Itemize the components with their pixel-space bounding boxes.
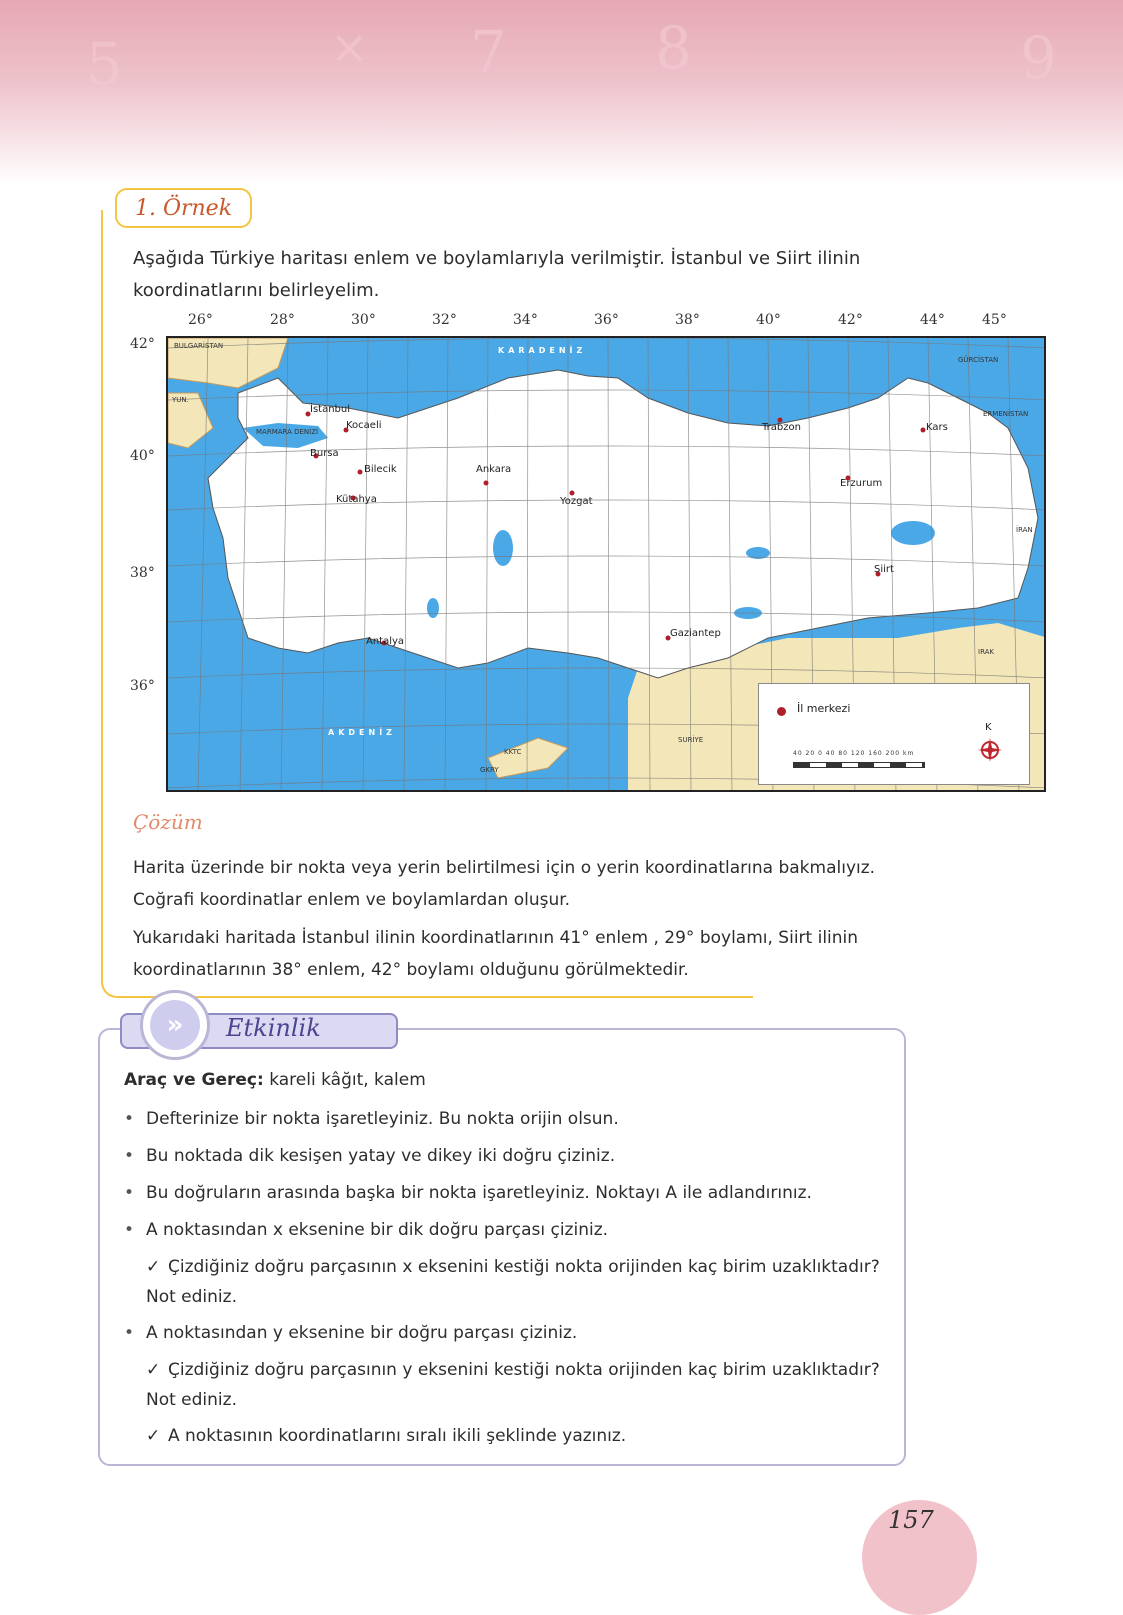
country-bulgaria: BULGARİSTAN: [174, 342, 224, 350]
longitude-label: 32°: [432, 312, 457, 328]
city-kars: Kars: [926, 422, 948, 433]
country-greece: YUN.: [172, 396, 189, 404]
tools-value: kareli kâğıt, kalem: [263, 1070, 426, 1090]
check-item: [146, 1252, 891, 1312]
city-antalya: Antalya: [366, 636, 405, 647]
decor-number: 8: [655, 14, 692, 82]
cyprus-land: [488, 738, 568, 778]
country-cyprus: GKRY: [480, 766, 499, 774]
longitude-label: 34°: [513, 312, 538, 328]
list-item-text: Defterinize bir nokta işaretleyiniz. Bu nokta orijin olsun.: [146, 1109, 619, 1129]
lake-van: [891, 521, 935, 545]
list-item: • Defterinize bir nokta işaretleyiniz. Bu nokta orijin olsun.: [124, 1109, 619, 1129]
list-item-text: Bu noktada dik kesişen yatay ve dikey iki doğru çiziniz.: [146, 1146, 616, 1166]
check-item-text: Çizdiğiniz doğru parçasının x eksenini kestiği nokta orijinden kaç birim uzaklıktadır? Not ediniz.: [146, 1257, 880, 1307]
city-bursa: Bursa: [310, 448, 339, 459]
page-number: 157: [888, 1506, 934, 1534]
scale-bar: [793, 762, 925, 768]
double-arrow-icon: »: [150, 1000, 200, 1050]
check-item: [146, 1421, 891, 1451]
list-item: • A noktasından y eksenine bir doğru parçası çiziniz.: [124, 1323, 578, 1343]
city-erzurum: Erzurum: [840, 478, 883, 489]
black-sea-label: KARADENİZ: [498, 346, 587, 355]
legend-label: İl merkezi: [797, 702, 851, 715]
city-istanbul: İstanbul: [310, 404, 351, 415]
activity-title: Etkinlik: [226, 1014, 321, 1042]
city-bilecik: Bilecik: [364, 464, 397, 475]
check-item: [146, 1355, 891, 1415]
checkmark-icon: ✓: [146, 1426, 161, 1446]
country-kktc: KKTC: [504, 748, 522, 756]
map-legend: [758, 683, 1030, 785]
list-item-text: A noktasından y eksenine bir doğru parçası çiziniz.: [146, 1323, 578, 1343]
latitude-label: 36°: [130, 678, 155, 694]
latitude-label: 42°: [130, 336, 155, 352]
solution-paragraph: Yukarıdaki haritada İstanbul ilinin koordinatlarının 41° enlem , 29° boylamı, Siirt ilinin koordinatlarının 38° enlem, 42° boylamı olduğunu görülmektedir.: [133, 928, 859, 980]
city-kocaeli: Kocaeli: [346, 420, 382, 431]
check-item-text: A noktasının koordinatlarını sıralı ikili şeklinde yazınız.: [168, 1426, 627, 1446]
longitude-label: 45°: [982, 312, 1007, 328]
latitude-label: 38°: [130, 565, 155, 581]
latitude-label: 40°: [130, 448, 155, 464]
solution-paragraph: Harita üzerinde bir nokta veya yerin belirtilmesi için o yerin koordinatlarına bakmalıyız. Coğrafi koordinatlar enlem ve boylamlardan oluşur.: [133, 858, 876, 910]
longitude-label: 30°: [351, 312, 376, 328]
example-badge: 1. Örnek: [115, 188, 252, 228]
city-center-marker: [777, 707, 786, 716]
lake-tuz: [493, 530, 513, 566]
city-gaziantep: Gaziantep: [670, 628, 721, 639]
longitude-label: 26°: [188, 312, 213, 328]
country-iraq: IRAK: [978, 648, 995, 656]
longitude-label: 36°: [594, 312, 619, 328]
scale-labels: 40 20 0 40 80 120 160 200 km: [793, 750, 915, 757]
checkmark-icon: ✓: [146, 1360, 161, 1380]
country-georgia: GÜRCİSTAN: [958, 356, 999, 364]
longitude-label: 44°: [920, 312, 945, 328]
north-label: K: [985, 722, 992, 733]
decor-number: 5: [86, 30, 123, 98]
decor-number: 9: [1020, 24, 1057, 92]
turkey-map: [130, 312, 1060, 798]
city-yozgat: Yozgat: [560, 496, 593, 507]
example-intro: Aşağıda Türkiye haritası enlem ve boylamlarıyla verilmiştir. İstanbul ve Siirt ilinin koordinatlarını belirleyelim.: [133, 248, 861, 301]
longitude-label: 42°: [838, 312, 863, 328]
longitude-label: 38°: [675, 312, 700, 328]
lake-egirdir: [427, 598, 439, 618]
marmara-label: MARMARA DENİZİ: [256, 428, 319, 436]
checkmark-icon: ✓: [146, 1257, 161, 1277]
city-kutahya: Kütahya: [336, 494, 377, 505]
list-item-text: Bu doğruların arasında başka bir nokta işaretleyiniz. Noktayı A ile adlandırınız.: [146, 1183, 812, 1203]
tools-label: Araç ve Gereç:: [124, 1070, 264, 1090]
country-syria: SURİYE: [678, 736, 704, 744]
city-ankara: Ankara: [476, 464, 512, 475]
tools-line: [124, 1070, 426, 1090]
page-header-banner: [0, 0, 1123, 185]
compass-rose-icon: [978, 738, 1002, 762]
check-item-text: Çizdiğiniz doğru parçasının y eksenini kestiği nokta orijinden kaç birim uzaklıktadır? Not ediniz.: [146, 1360, 880, 1410]
longitude-label: 40°: [756, 312, 781, 328]
mediterranean-label: AKDENİZ: [328, 728, 396, 737]
decor-symbol: ×: [330, 20, 369, 74]
list-item-text: A noktasından x eksenine bir dik doğru parçası çiziniz.: [146, 1220, 609, 1240]
city-siirt: Siirt: [874, 564, 894, 575]
activity-icon-circle: [140, 990, 210, 1060]
decor-number: 7: [470, 18, 507, 86]
map-frame: [166, 336, 1046, 792]
country-iran: İRAN: [1016, 526, 1033, 534]
list-item: • Bu noktada dik kesişen yatay ve dikey iki doğru çiziniz.: [124, 1146, 616, 1166]
city-trabzon: Trabzon: [762, 422, 801, 433]
list-item: • A noktasından x eksenine bir dik doğru parçası çiziniz.: [124, 1220, 609, 1240]
country-armenia: ERMENİSTAN: [983, 410, 1029, 418]
solution-title: Çözüm: [133, 810, 203, 834]
list-item: • Bu doğruların arasında başka bir nokta işaretleyiniz. Noktayı A ile adlandırınız.: [124, 1183, 812, 1203]
longitude-label: 28°: [270, 312, 295, 328]
